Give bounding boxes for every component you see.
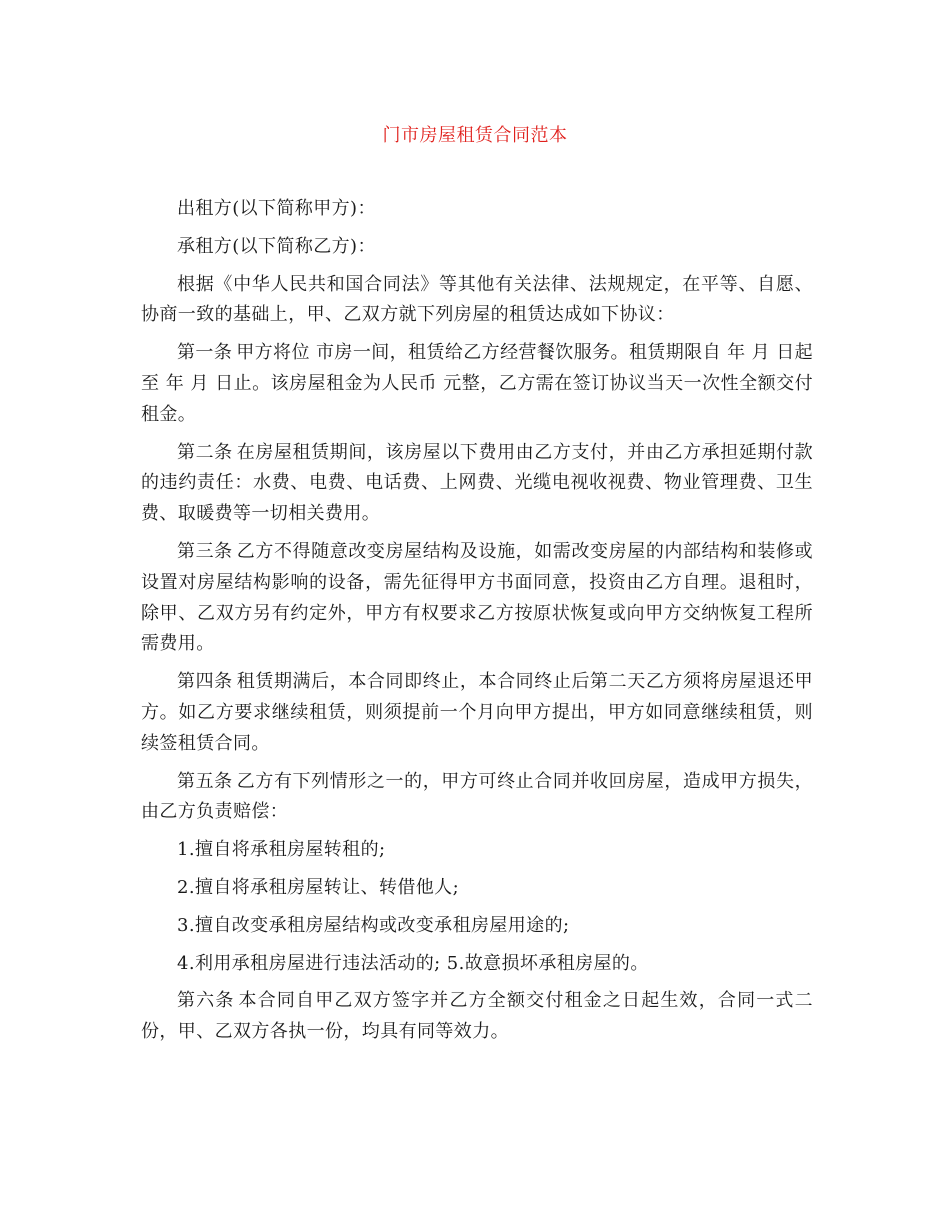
document-title: 门市房屋租赁合同范本 bbox=[382, 125, 568, 146]
article-text: 甲方将位 市房一间，租赁给乙方经营餐饮服务。租赁期限自 年 月 日起至 年 月 日止。该房屋租金为人民币 元整，乙方需在签订协议当天一次性全额交付租金。 bbox=[141, 342, 814, 425]
article-6 bbox=[141, 986, 813, 1048]
article-3 bbox=[141, 537, 813, 660]
article-heading: 第三条 bbox=[177, 540, 233, 562]
article-text: 在房屋租赁期间，该房屋以下费用由乙方支付，并由乙方承担延期付款的违约责任：水费、电费、电话费、上网费、光缆电视收视费、物业管理费、卫生费、取暖费等一切相关费用。 bbox=[141, 441, 813, 525]
article-heading: 第一条 bbox=[177, 342, 233, 364]
article-text: 本合同自甲乙双方签字并乙方全额交付租金之日起生效，合同一式二份，甲、乙双方各执一份，均具有同等效力。 bbox=[141, 990, 813, 1043]
article-2 bbox=[141, 438, 813, 530]
list-item: 1.擅自将承租房屋转租的; bbox=[177, 839, 386, 861]
article-1 bbox=[141, 338, 813, 430]
article-text: 乙方有下列情形之一的，甲方可终止合同并收回房屋，造成甲方损失，由乙方负责赔偿： bbox=[141, 770, 813, 823]
article-4 bbox=[141, 667, 813, 759]
article-text: 乙方不得随意改变房屋结构及设施，如需改变房屋的内部结构和装修或设置对房屋结构影响的设备，需先征得甲方书面同意，投资由乙方自理。退租时，除甲、乙双方另有约定外，甲方有权要求乙方按原状恢复或向甲方交纳恢复工程所需费用。 bbox=[141, 540, 813, 655]
article-heading: 第六条 bbox=[177, 990, 235, 1012]
article-heading: 第五条 bbox=[177, 770, 233, 792]
article-heading: 第四条 bbox=[177, 671, 233, 693]
list-item: 2.擅自将承租房屋转让、转借他人; bbox=[177, 876, 460, 898]
lessor-line: 出租方(以下简称甲方)： bbox=[177, 198, 376, 219]
list-item: 4.利用承租房屋进行违法活动的; 5.故意损坏承租房屋的。 bbox=[177, 952, 649, 974]
document-body bbox=[141, 194, 813, 1055]
article-5 bbox=[141, 767, 813, 829]
article-text: 租赁期满后，本合同即终止，本合同终止后第二天乙方须将房屋退还甲方。如乙方要求继续租赁，则须提前一个月向甲方提出，甲方如同意继续租赁，则续签租赁合同。 bbox=[141, 671, 813, 754]
preamble-paragraph: 根据《中华人民共和国合同法》等其他有关法律、法规规定，在平等、自愿、协商一致的基础上，甲、乙双方就下列房屋的租赁达成如下协议： bbox=[141, 273, 813, 326]
article-heading: 第二条 bbox=[177, 441, 233, 463]
list-item: 3.擅自改变承租房屋结构或改变承租房屋用途的; bbox=[177, 914, 570, 936]
lessee-line: 承租方(以下简称乙方)： bbox=[177, 235, 376, 257]
